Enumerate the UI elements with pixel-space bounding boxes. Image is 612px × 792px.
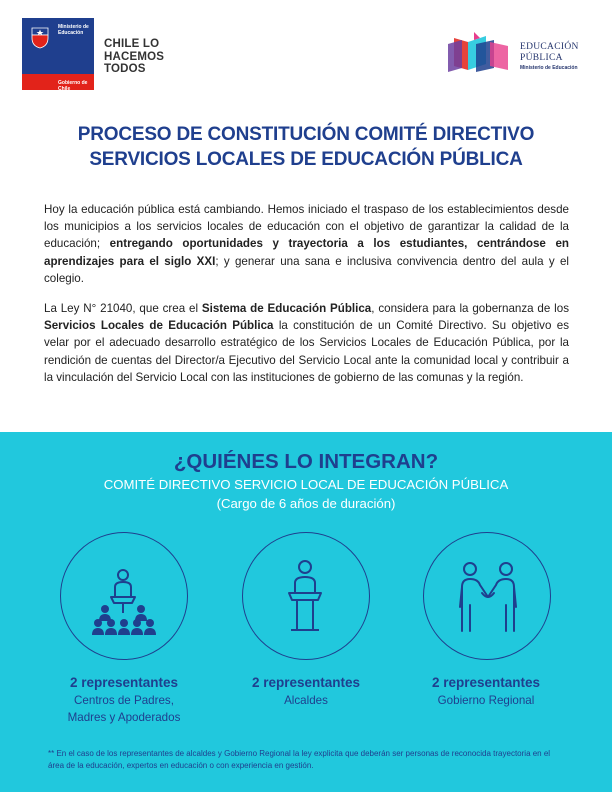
integrants-title: ¿QUIÉNES LO INTEGRAN?	[173, 450, 439, 473]
gobierno-de-chile-logo	[22, 18, 94, 90]
rep-mayors-count: 2 representantes	[251, 675, 361, 690]
rep-mayors-desc: Alcaldes	[284, 694, 328, 707]
title-line2: SERVICIOS LOCALES DE EDUCACIÓN PÚBLICA	[89, 149, 523, 170]
handshake-icon	[424, 533, 552, 661]
rep-mayors	[216, 674, 396, 709]
intro-text-2: ; y generar una sana e inclusiva convivencia dentro del aula y el colegio.	[44, 254, 569, 285]
podium-circle	[242, 532, 370, 660]
rep-parents	[34, 674, 214, 726]
edu-logo-line1: EDUCACIÓN	[520, 42, 579, 52]
slogan-line1: CHILE LO	[104, 38, 160, 50]
intro-bold-1: entregando oportunidades y trayectoria a los estudiantes, centrándose en aprendizajes para el siglo XXI	[44, 237, 569, 268]
gov-logo-bottom: Gobierno de Chile	[58, 80, 88, 92]
law-text-3: la constitución de un Comité Directivo. Su objetivo es velar por el adecuado desarrollo estratégico de los Servicios Locales de Educación Pública, por la rendición de cuentas del Director/a Ejecutivo del Servicio Local ante la comunidad local y contribuir a la vinculación del Servicio Local con las instituciones de gobierno de las comunas y la región.	[44, 319, 569, 384]
slogan-line3: TODOS	[104, 63, 146, 75]
slogan	[104, 38, 164, 76]
rep-parents-desc-2: Madres y Apoderados	[67, 711, 181, 724]
law-text-1: La Ley N° 21040, que crea el	[44, 302, 202, 315]
slogan-line2: HACEMOS	[104, 50, 165, 63]
page-title	[0, 122, 612, 172]
handshake-circle	[423, 532, 551, 660]
page-header	[0, 0, 612, 100]
integrants-section	[0, 432, 612, 792]
chile-coat-of-arms-icon	[28, 24, 52, 50]
educacion-publica-logo	[446, 32, 586, 76]
law-paragraph	[44, 300, 569, 386]
educacion-publica-logo-icon	[446, 32, 516, 76]
intro-text-1: Hoy la educación pública está cambiando. Hemos iniciado el traspaso de los establecimientos desde los municipios a los servicios locales de educación con el objetivo de garantizar la calidad de la educación;	[44, 203, 569, 251]
integrants-subtitle: COMITÉ DIRECTIVO SERVICIO LOCAL DE EDUCACIÓN PÚBLICA	[103, 477, 509, 492]
gov-logo-line2: Educación	[58, 30, 84, 36]
law-bold-2: Servicios Locales de Educación Pública	[44, 319, 274, 333]
integrants-duration: (Cargo de 6 años de duración)	[216, 496, 396, 511]
rep-regional-gov	[396, 674, 576, 709]
rep-regional-gov-count: 2 representantes	[431, 675, 541, 690]
law-bold-1: Sistema de Educación Pública	[201, 302, 372, 315]
rep-regional-gov-desc: Gobierno Regional	[437, 694, 535, 707]
edu-logo-line2: PÚBLICA	[520, 53, 563, 63]
rep-parents-count: 2 representantes	[69, 675, 179, 690]
gov-logo-line1: Ministerio de	[58, 24, 89, 30]
title-line1: PROCESO DE CONSTITUCIÓN COMITÉ DIRECTIVO	[77, 124, 535, 145]
audience-icon	[61, 533, 189, 661]
law-text-2: , considera para la gobernanza de los	[371, 302, 569, 315]
edu-logo-line3: Ministerio de Educación	[520, 65, 578, 71]
intro-paragraph	[44, 201, 569, 287]
rep-parents-desc-1: Centros de Padres,	[74, 694, 174, 707]
footnote: ** En el caso de los representantes de alcaldes y Gobierno Regional la ley explicita que deberán ser personas de reconocida trayectoria en el área de la educación, expertos en educación o con experiencia en gestión.	[48, 749, 551, 770]
podium-speaker-icon	[243, 533, 371, 661]
audience-circle	[60, 532, 188, 660]
